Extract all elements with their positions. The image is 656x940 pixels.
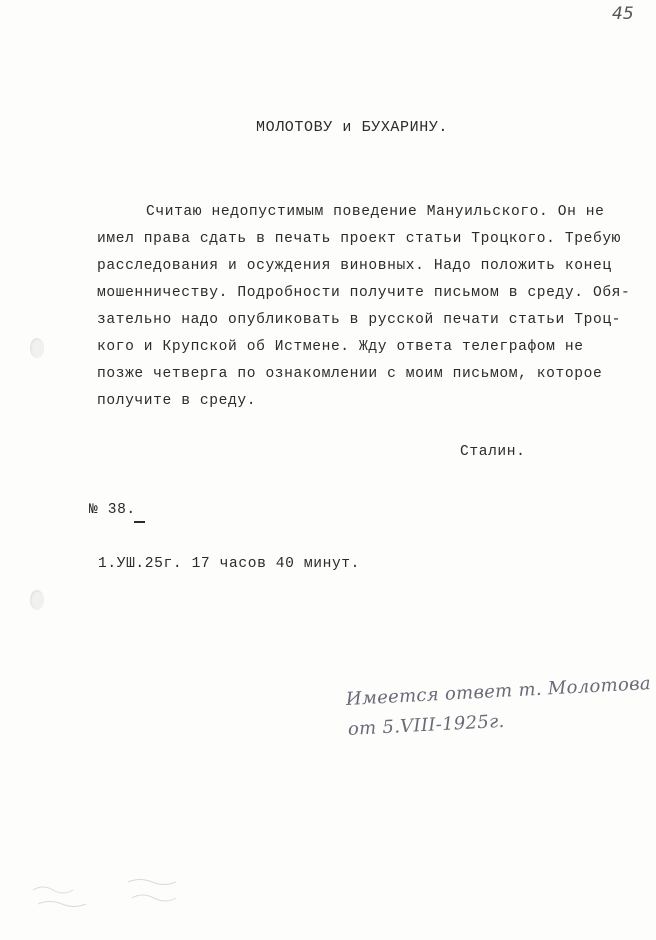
document-number-underline bbox=[134, 521, 145, 523]
page-number: 45 bbox=[612, 4, 634, 24]
signature: Сталин. bbox=[460, 444, 526, 460]
body-line: кого и Крупской об Истмене. Жду ответа телеграфом не bbox=[97, 339, 584, 355]
dispatch-datetime: 1.УШ.25г. 17 часов 40 минут. bbox=[98, 556, 361, 572]
handwritten-note-line1: Имеется ответ т. Молотова bbox=[345, 673, 652, 710]
body-line: мошенничеству. Подробности получите письмом в среду. Обя- bbox=[97, 285, 631, 301]
punch-hole-top bbox=[30, 338, 44, 358]
body-line: позже четверга по ознакомлении с моим письмом, которое bbox=[97, 366, 603, 382]
document-title: МОЛОТОВУ и БУХАРИНУ. bbox=[256, 119, 449, 136]
body-line: расследования и осуждения виновных. Надо положить конец bbox=[97, 258, 612, 274]
body-line: Считаю недопустимым поведение Мануильского. Он не bbox=[146, 204, 605, 220]
body-line: зательно надо опубликовать в русской печати статьи Троц- bbox=[97, 312, 622, 328]
punch-hole-bottom bbox=[30, 590, 44, 610]
faint-pencil-marks bbox=[28, 870, 208, 925]
document-number: № 38. bbox=[89, 502, 136, 518]
body-line: имел права сдать в печать проект статьи Троцкого. Требую bbox=[97, 231, 622, 247]
body-line: получите в среду. bbox=[97, 393, 257, 409]
handwritten-note-line2: от 5.VIII-1925г. bbox=[347, 710, 505, 740]
